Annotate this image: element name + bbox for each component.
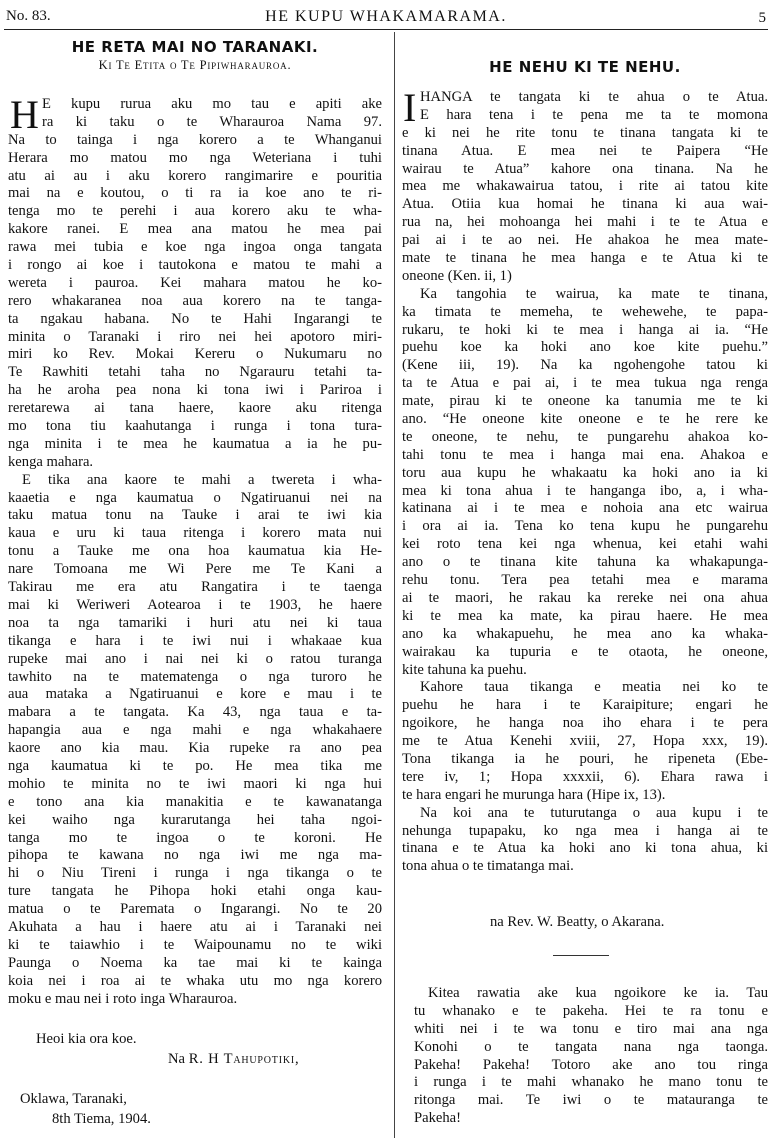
text-line: te oneone, te nehu, te pungarehu ahakoa ko- — [402, 428, 768, 445]
right-paragraph-1 — [402, 85, 768, 286]
publication-title: HE KUPU WHAKAMARAMA. — [265, 8, 507, 25]
signature-prefix: Na — [168, 1051, 186, 1067]
text-line: taku matua tonu na Tauke i arai te iwi kia — [8, 507, 382, 524]
text-line: Konohi o te tangata nana nga taonga. — [414, 1038, 768, 1055]
text-line: me te Atua Kenehi xviii, 27, Hopa xxx, 19). — [402, 733, 768, 750]
text-line: ha he aroha pea nona ki tona iwi i Pariroa i — [8, 382, 382, 399]
text-line: Tona tikanga ia he pouri, he ripeneta (Ebe- — [402, 750, 768, 767]
text-line: mea ki tona ahua i te hanganga ibo, a, i wha- — [402, 482, 768, 499]
page-number: 5 — [758, 10, 766, 26]
text-line: tona ahua o te timatanga mai. — [402, 858, 574, 875]
text-line: rukaru, te hoki ki te mea i hanga ai ia. “He — [402, 321, 768, 338]
text-line: rero whakaranea noa aua korero na te tanga- — [8, 292, 382, 309]
text-line: ritonga mai. Te iwi o te matauranga te — [414, 1092, 768, 1109]
text-line: tonu a Tauke me ona hoa kaumatua kia He- — [8, 543, 382, 560]
column-divider — [394, 32, 395, 1138]
text-line: te hara engari he murunga hara (Hipe ix, 13). — [402, 786, 666, 803]
text-line: Pakeha! — [414, 1110, 462, 1127]
text-line: nga minita i te mea he kaumatua a ia he pu- — [8, 435, 382, 452]
text-line: puehu he hara i te Karaipiture; engari he — [402, 697, 768, 714]
text-line: nare Tomoana me Wi Pere me Te Kani a — [8, 561, 382, 578]
text-line: e ki nei he rite tonu te tinana tangata ki te — [402, 124, 768, 141]
text-line: ture tangata he Pihopa hoki etahi onga kau- — [8, 883, 382, 900]
text-line: ra ki taku o te Wharauroa Nama 97. — [42, 113, 382, 130]
text-line: e tono ana kia manakitia e te kawanatanga — [8, 793, 382, 810]
text-line: kei roto tena kei nga whenua, kei etahi wahi — [402, 536, 768, 553]
text-line: kei waiho nga kurarutanga hei taha ngoi- — [8, 811, 382, 828]
signature-name: R. H Tahupotiki, — [188, 1051, 300, 1067]
text-line: ngoikore, he hanga noa iho ehara i te pera — [402, 715, 768, 732]
text-line: tu whanako e te pakeha. Hei te ra tonu e — [414, 1002, 768, 1019]
text-line: Kahore taua tikanga e meatia nei ko te — [420, 679, 768, 696]
header-rule — [4, 29, 768, 30]
text-line: Kitea rawatia ake kua ngoikore ke ia. Tau — [428, 985, 768, 1001]
text-line: oneone (Ken. ii, 1) — [402, 267, 512, 284]
text-line: ka timata te memeha, te wehewehe, te papa- — [402, 303, 768, 320]
text-line: Herara mo matou mo nga Weteriana i tuhi — [8, 149, 382, 166]
notice-text — [414, 985, 768, 1128]
text-line: mai na e koutou, o ti ra ia koe ano te ri- — [8, 185, 382, 202]
left-paragraph-2 — [8, 472, 382, 1009]
text-line: puehu koe ka hoki ano koe kite puehu.” — [402, 339, 768, 356]
text-line: (Kene iii, 19). Na ka ngohengohe tatou ki — [402, 357, 768, 374]
text-line: E kupu rurua aku mo tau e apiti ake — [42, 96, 382, 112]
left-article-subhead: Ki Te Etita o Te Pipiwharauroa. — [98, 58, 292, 72]
text-line: koia nei i roa ai te whaka utu mo nga korero — [8, 972, 382, 989]
left-paragraph-1 — [8, 92, 382, 472]
text-line: aua mataka a Ngatiruanui e kore e mau i te — [8, 686, 382, 703]
text-line: whiti nei i te wa tonu e tiro mai ana nga — [414, 1020, 768, 1037]
text-line: Ka tangohia te wairua, ka mate te tinana, — [420, 285, 768, 302]
left-drop-cap: H — [10, 92, 39, 137]
text-line: matua o te Paremata o Ingarangi. No te 20 — [8, 901, 382, 918]
text-line: kaaetia e nga kaumatua o Ngatiruanui nei na — [8, 489, 382, 506]
notice-box — [414, 985, 768, 1128]
text-line: katinana ai i te mea e nohoia ana etc wairua — [402, 500, 768, 517]
text-line: mai ki Weriweri Aotearoa i te 1903, he haere — [8, 596, 382, 613]
text-line: Na koi ana te tuturutanga o aua kupu i te — [420, 804, 768, 821]
text-line: wairau te Atua” kahore ona tinana. Na he — [402, 160, 768, 177]
text-line: Takirau me era atu Rangatira i te taenga — [8, 579, 382, 596]
text-line: kenga mahara. — [8, 453, 94, 470]
text-line: Atua. Otiia kua homai he tinana ki aua wai- — [402, 196, 768, 213]
right-signature: na Rev. W. Beatty, o Akarana. — [490, 914, 665, 930]
text-line: i rongo ai koe i tautokona e matou te mahi a — [8, 257, 382, 274]
text-line: ano. “He oneone kite oneone e te he rere ke — [402, 411, 768, 428]
text-line: hi o Niu Tireni i runga i nga tikanga o te — [8, 865, 382, 882]
text-line: kaua e uru ki taua ritenga i korero mata nui — [8, 525, 382, 542]
left-article-headline: HE RETA MAI NO TARANAKI. — [71, 38, 319, 56]
text-line: kite tahuna ka puehu. — [402, 661, 527, 678]
text-line: ta ngakau habana. No te Hahi Ingarangi te — [8, 310, 382, 327]
text-line: ano ka whakapuehu, he mea ano ka whaka- — [402, 625, 768, 642]
text-line: rupeke mai ano i nai nei ki o ratou turanga — [8, 650, 382, 667]
right-paragraph-4 — [402, 805, 768, 877]
text-line: mohio te minita no te iwi maori ki nga hui — [8, 775, 382, 792]
text-line: pai ai i te ao nei. He ahakoa he mea mate- — [402, 232, 768, 249]
text-line: atu ai au i aku korero rangimarire e pouritia — [8, 167, 382, 184]
text-line: i ora ai ia. Tena ko tena kupu he pungarehu — [402, 518, 768, 535]
issue-number: No. 83. — [6, 8, 51, 24]
text-line: hapangia aua e nga mahi e nga whakahaere — [8, 722, 382, 739]
left-date: 8th Tiema, 1904. — [52, 1111, 151, 1127]
text-line: noa ta nga tamariki i huri atu nei ki taua — [8, 614, 382, 631]
page-header — [6, 6, 766, 30]
text-line: Na to tainga i nga korero a te Whanganui — [8, 131, 382, 148]
right-paragraph-2 — [402, 286, 768, 680]
text-line: mate, pirau ki te oneone ka tanumia me te ki — [402, 393, 768, 410]
text-line: wereta i pauroa. Kei mahara matou he ko- — [8, 274, 382, 291]
left-place: Oklawa, Taranaki, — [20, 1091, 127, 1107]
right-article-body — [402, 85, 768, 876]
text-line: ta te Atua e pai ai, i te mea tukua nga renga — [402, 375, 768, 392]
text-line: tikanga e hara i te iwi nui i whakaae kua — [8, 632, 382, 649]
text-line: tinana e te Atua ka hoki ano ki tona ahua, ki — [402, 840, 768, 857]
text-line: E tika ana kaore te mahi a twereta i wha- — [22, 471, 382, 488]
text-line: Te Rawhiti tetahi taha no Ngarauru tetahi ta- — [8, 364, 382, 381]
text-line: tenga mo te perehi i aua korero aku te wha- — [8, 203, 382, 220]
text-line: mea me whakawairua tatou, i rite ai tatou kite — [402, 178, 768, 195]
text-line: tere iv, 1; Hopa xxxxii, 6). Ehara rawa i — [402, 768, 768, 785]
text-line: ano o te tinana kite tahuna ka whakapunga- — [402, 554, 768, 571]
section-rule — [553, 955, 609, 956]
text-line: E hara tena i te pena me ta te momona — [420, 106, 768, 123]
text-line: mate te tinana he mea hanga e te Atua ki te — [402, 250, 768, 267]
text-line: HANGA te tangata ki te ahua o te Atua. — [420, 89, 768, 105]
text-line: rua na, hei mohoanga hei mahi i te te Atua e — [402, 214, 768, 231]
text-line: kakore ranei. E mea ana matou he mea pai — [8, 221, 382, 238]
text-line: nga kaumatua ki te po. He mea tika me — [8, 757, 382, 774]
text-line: rawa mei tubia e koe nga ingoa onga tangata — [8, 239, 382, 256]
text-line: pihopa te kawana no nga iwi me nga ma- — [8, 847, 382, 864]
right-drop-cap: I — [403, 85, 417, 130]
text-line: tawhito na te matematenga o nga turoro he — [8, 668, 382, 685]
text-line: rehu tonu. Tera pea tetahi mea e marama — [402, 572, 768, 589]
text-line: Pakeha! Pakeha! Totoro ake ano tou ringa — [414, 1056, 768, 1073]
text-line: ki te taiawhio i te Waipounamu no te wiki — [8, 936, 382, 953]
right-paragraph-3 — [402, 679, 768, 804]
text-line: tinana Atua. E mea nei te Paipera “He — [402, 142, 768, 159]
text-line: moku e mau nei i roto inga Wharauroa. — [8, 990, 238, 1007]
text-line: toru aua kupu he whakaatu ka hoki ano ia ki — [402, 464, 768, 481]
text-line: ki te mea ka mate, ka pirau haere. He mea — [402, 607, 768, 624]
left-article-body — [8, 92, 382, 1008]
text-line: wairakau ka tupuria e te otaota, he oneone, — [402, 643, 768, 660]
right-article-headline: HE NEHU KI TE NEHU. — [489, 58, 681, 76]
text-line: ai te maori, he rakau ka rereke nei ona ahua — [402, 589, 768, 606]
text-line: reretarewa ai tana haere, kaore aku ritenga — [8, 400, 382, 417]
text-line: tahi tonu te mea i hanga mai ena. Ahakoa e — [402, 446, 768, 463]
text-line: Paunga o Noema ka tae mai ki te kainga — [8, 954, 382, 971]
text-line: nehunga tupapaku, ko nga mea i hanga ai te — [402, 822, 768, 839]
text-line: mabara a te tangata. Ka 43, nga taua e ta- — [8, 704, 382, 721]
text-line: miri ko Rev. Mokai Kereru o Nukumaru no — [8, 346, 382, 363]
text-line: i runga i te mahi whanako he mano tonu te — [414, 1074, 768, 1091]
left-closing: Heoi kia ora koe. — [36, 1031, 137, 1047]
text-line: Akuhata a hau i haere atu ai i Taranaki nei — [8, 918, 382, 935]
left-signature — [168, 1051, 299, 1068]
text-line: tanga mo te ingoa o te koroni. He — [8, 829, 382, 846]
text-line: minita o Taranaki i riro nei hei apotoro miri- — [8, 328, 382, 345]
text-line: kaore ano kia mau. Kia rupeke ra ano pea — [8, 740, 382, 757]
text-line: mo tona tiu kaahutanga i runga i tona tura- — [8, 418, 382, 435]
